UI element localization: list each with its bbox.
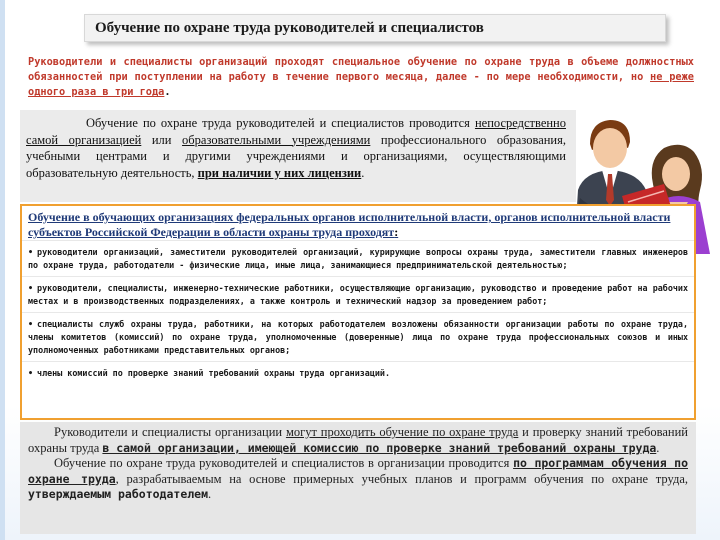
list-item (22, 312, 694, 361)
in-house-end: . (656, 440, 660, 455)
left-decorative-rule (0, 0, 5, 540)
organizers-education: образовательными учреждениями (182, 132, 371, 147)
list-item (22, 276, 694, 312)
programs-end: . (208, 487, 212, 501)
programs-training: по программам обучения по охране труда (28, 456, 688, 486)
intro-text: Руководители и специалисты организаций проходят специальное обучение по охране труда в объеме должностных обязанностей при поступлении на работу в течение первого месяца, далее - по мере необходимости, но (28, 56, 694, 83)
programs-text-2: , разрабатываемым на основе примерных учебных планов и программ обучения по охране труда, (115, 471, 688, 486)
in-house-text-1: Руководители и специалисты организации (54, 425, 286, 439)
list-item-text: специалисты служб охраны труда, работники, на которых работодателем возложены обязанности организации работы по охране труда, члены комитетов (комиссий) по охране труда, уполномоченные (доверенные) лица по охране труда профессиональных союзов и иных уполномоченных работниками представительных органов; (28, 319, 688, 355)
list-item (22, 240, 694, 276)
organizers-paragraph (20, 110, 576, 181)
title-box (84, 14, 666, 42)
in-house-training-panel (20, 422, 696, 534)
organizers-license: при наличии у них лицензии (197, 165, 362, 180)
page-title: Обучение по охране труда руководителей и специалистов (95, 19, 484, 36)
programs-text-1: Обучение по охране труда руководителей и специалистов в организации проводится (54, 456, 514, 470)
list-item (22, 361, 694, 384)
in-house-commission: в самой организации, имеющей комиссию по проверке знаний требований охраны труда (102, 440, 657, 455)
requirements-heading-colon: : (394, 225, 399, 239)
organizers-self: непосредственно самой организацией (26, 116, 566, 147)
requirements-heading (22, 206, 694, 240)
list-item-text: члены комиссий по проверке знаний требований охраны труда организаций. (37, 368, 390, 378)
bullet-icon: • (28, 368, 34, 378)
training-requirements-box (20, 204, 696, 420)
in-house-may-train: могут проходить обучение по охране труда (285, 425, 519, 439)
in-house-text-2: и проверку знаний требований охраны труда (28, 425, 688, 455)
organizers-end: . (361, 165, 365, 180)
organizers-text-1: Обучение по охране труда руководителей и специалистов проводится (86, 116, 475, 130)
bullet-icon: • (28, 247, 34, 257)
intro-end: . (164, 86, 171, 98)
organizers-text-2: профессионального образования, учебными центрами и другими учреждениями и организациями, осуществляющими образовательную деятельность, (26, 132, 566, 180)
bullet-icon: • (28, 319, 34, 329)
requirements-heading-text: Обучение в обучающих организациях федеральных органов исполнительной власти, органов исполнительной власти субъектов Российской Федерации в области охраны труда проходят (28, 210, 671, 239)
list-item-text: руководители, специалисты, инженерно-технические работники, осуществляющие организацию, руководство и проведение работ на рабочих местах и в производственных подразделениях, а также контроль и технический надзор за проведением работ; (28, 283, 688, 306)
in-house-paragraph (20, 422, 696, 456)
list-item-text: руководители организаций, заместители руководителей организаций, курирующие вопросы охраны труда, заместители главных инженеров по охране труда, работодатели - физические лица, иные лица, занимающиеся предпринимательской деятельностью; (28, 247, 688, 270)
programs-approved: утверждаемым работодателем (28, 487, 209, 501)
bullet-icon: • (28, 283, 34, 293)
intro-frequency: не реже одного раза в три года (28, 71, 694, 98)
programs-paragraph (20, 456, 696, 503)
organizers-or: или (141, 132, 183, 147)
organizers-panel (20, 110, 576, 202)
